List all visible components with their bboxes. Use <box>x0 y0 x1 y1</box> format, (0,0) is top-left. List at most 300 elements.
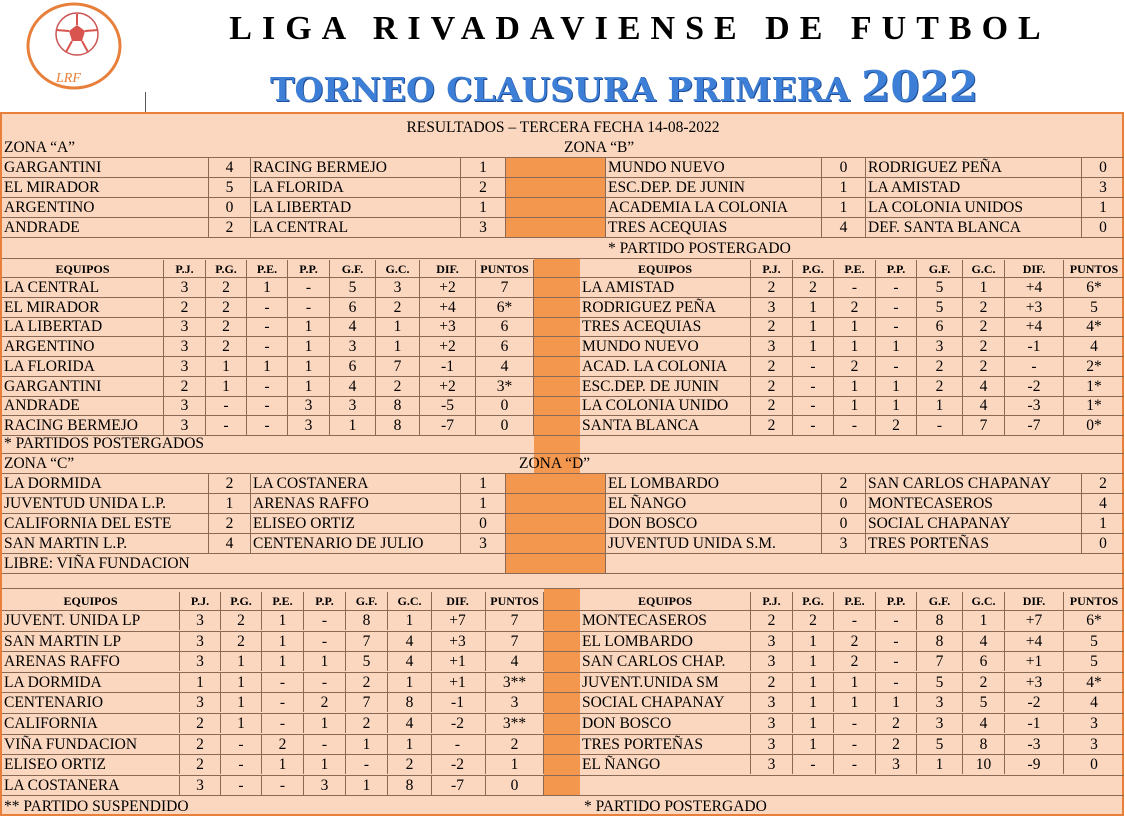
column-header: DIF. <box>430 592 486 611</box>
team-name: ELISEO ORTIZ <box>2 755 180 774</box>
stat-value: 6 <box>917 317 963 336</box>
zona-d-note: * PARTIDO POSTERGADO <box>584 798 767 815</box>
team-name: GARGANTINI <box>2 377 164 396</box>
team-name: LA CENTRAL <box>251 218 461 237</box>
stat-value: 2 <box>917 357 963 376</box>
score: 0 <box>1099 159 1107 176</box>
team-name: JUVENTUD UNIDA S.M. <box>606 534 822 553</box>
spacer <box>506 178 606 197</box>
column-header: P.E. <box>262 592 304 611</box>
stat-value: -2 <box>1005 693 1064 712</box>
team-name: MUNDO NUEVO <box>580 337 751 356</box>
team-name: LA AMISTAD <box>866 178 1082 197</box>
stat-value: 1 <box>388 611 432 630</box>
stat-value: - <box>304 632 346 651</box>
stat-value: - <box>876 632 917 651</box>
team-name: EL MIRADOR <box>2 178 209 197</box>
stat-value: 7 <box>376 357 420 376</box>
stat-value: - <box>793 416 834 435</box>
team-name: LA DORMIDA <box>2 474 209 493</box>
stat-value: 5 <box>917 673 963 692</box>
stat-value: 3 <box>751 735 793 754</box>
stat-value: - <box>346 755 388 774</box>
stat-value: - <box>834 611 876 630</box>
score: 0 <box>1099 219 1107 236</box>
stat-value: - <box>834 278 876 297</box>
column-header: G.C. <box>963 260 1005 279</box>
stat-value: 3 <box>180 693 221 712</box>
team-name: MUNDO NUEVO <box>606 158 822 177</box>
stat-value: 2 <box>206 278 247 297</box>
stat-value: - <box>834 755 876 774</box>
stat-value: - <box>876 298 917 317</box>
stat-value: 3 <box>751 693 793 712</box>
team-name: ARGENTINO <box>2 337 164 356</box>
column-header: P.J. <box>751 592 793 611</box>
stat-value: 2 <box>206 298 247 317</box>
stat-value: 1 <box>304 755 346 774</box>
stat-value: 1* <box>1086 377 1102 395</box>
stat-value: 1 <box>793 632 834 651</box>
stat-value: 1 <box>346 776 388 795</box>
stat-value: 4 <box>1090 694 1098 712</box>
stat-value: 2 <box>221 611 262 630</box>
stat-value: 3 <box>330 396 376 415</box>
stat-value: 8 <box>388 693 432 712</box>
stat-value: 3** <box>486 714 544 733</box>
team-name: ARENAS RAFFO <box>2 652 180 671</box>
stat-value: 3 <box>751 337 793 356</box>
stat-value: 2 <box>346 714 388 733</box>
stat-value: 1 <box>346 735 388 754</box>
tournament-title <box>270 62 1010 111</box>
stat-value: -9 <box>1005 755 1064 774</box>
stat-value: 2 <box>751 673 793 692</box>
score: 4 <box>209 534 251 553</box>
stat-value: 4 <box>486 652 544 671</box>
column-header: P.P. <box>876 592 917 611</box>
column-header: PUNTOS <box>486 592 544 611</box>
stat-value: 4 <box>1090 338 1098 356</box>
team-name: TRES ACEQUIAS <box>580 317 751 336</box>
team-name: ACADEMIA LA COLONIA <box>606 198 822 217</box>
stat-value: 3 <box>751 632 793 651</box>
stat-value: 6* <box>1086 612 1102 629</box>
column-header: G.F. <box>330 260 376 279</box>
stat-value: 1 <box>288 317 330 336</box>
stat-value: 3 <box>917 693 963 712</box>
grid-line <box>2 237 1124 238</box>
team-name: LA LIBERTAD <box>2 317 164 336</box>
stat-value: - <box>221 755 262 774</box>
stat-value: 1 <box>304 714 346 733</box>
stat-value: - <box>304 611 346 630</box>
stat-value: 1 <box>876 693 917 712</box>
stat-value: 1 <box>206 357 247 376</box>
team-name: ANDRADE <box>2 396 164 415</box>
stat-value: - <box>206 396 247 415</box>
stat-value: 2 <box>793 611 834 630</box>
column-header: P.G. <box>793 592 834 611</box>
score: 1 <box>461 494 506 513</box>
score: 4 <box>209 158 251 177</box>
stat-value: 4 <box>963 377 1005 396</box>
stat-value: 3 <box>180 632 221 651</box>
stat-value: 3 <box>751 652 793 671</box>
stat-value: 2 <box>834 357 876 376</box>
stat-value: 0 <box>476 396 534 415</box>
stat-value: - <box>288 278 330 297</box>
team-name: LA FLORIDA <box>2 357 164 376</box>
stat-value: 2* <box>1086 357 1102 375</box>
stat-value: - <box>247 396 288 415</box>
column-header: EQUIPOS <box>2 592 180 611</box>
logo-text: LRF <box>56 71 81 86</box>
stat-value: 1 <box>834 693 876 712</box>
stat-value: - <box>430 735 486 754</box>
zona-d-label: ZONA “D” <box>519 455 591 472</box>
stat-value: 3 <box>917 714 963 733</box>
stat-value: -7 <box>420 416 476 435</box>
score: 2 <box>1099 475 1107 492</box>
stat-value: -7 <box>1005 416 1064 435</box>
score: 0 <box>822 494 866 513</box>
stat-value: +4 <box>1005 317 1064 336</box>
stat-value: 1 <box>793 317 834 336</box>
grid-line <box>2 573 1124 574</box>
stat-value: 3 <box>164 396 206 415</box>
stat-value: 1 <box>288 377 330 396</box>
stat-value: 1 <box>834 377 876 396</box>
team-name: DON BOSCO <box>606 514 822 533</box>
stat-value: 5 <box>917 278 963 297</box>
column-header: G.C. <box>376 260 420 279</box>
stat-value: 3 <box>1090 715 1098 732</box>
stat-value: 5 <box>917 298 963 317</box>
stat-value: 6 <box>963 652 1005 671</box>
stat-value: 1 <box>221 693 262 712</box>
stat-value: 0 <box>486 776 544 795</box>
stat-value: - <box>247 298 288 317</box>
stat-value: 1 <box>376 337 420 356</box>
team-name: SAN MARTIN L.P. <box>2 534 209 553</box>
team-name: JUVENT.UNIDA SM <box>580 673 751 692</box>
team-name: LA DORMIDA <box>2 673 180 692</box>
stat-value: 8 <box>917 632 963 651</box>
stat-value: 1 <box>876 377 917 396</box>
column-header: P.E. <box>834 592 876 611</box>
score: 2 <box>209 474 251 493</box>
stat-value: - <box>288 298 330 317</box>
stat-value: 2 <box>876 416 917 435</box>
stat-value: +3 <box>430 632 486 651</box>
column-header: P.P. <box>288 260 330 279</box>
team-name: RODRIGUEZ PEÑA <box>580 298 751 317</box>
stat-value: 1 <box>793 652 834 671</box>
stat-value: 2 <box>963 357 1005 376</box>
team-name: SANTA BLANCA <box>580 416 751 435</box>
score: 4 <box>822 218 866 237</box>
score: 1 <box>1099 515 1107 532</box>
team-name: JUVENTUD UNIDA L.P. <box>2 494 209 513</box>
score: 3 <box>1099 179 1107 196</box>
column-header: EQUIPOS <box>2 260 164 279</box>
team-name: GARGANTINI <box>2 158 209 177</box>
column-header: DIF. <box>420 260 476 279</box>
stat-value: 1 <box>288 357 330 376</box>
team-name: ACAD. LA COLONIA <box>580 357 751 376</box>
score: 0 <box>209 198 251 217</box>
stat-value: 1 <box>376 317 420 336</box>
stat-value: - <box>262 673 304 692</box>
column-header: P.J. <box>751 260 793 279</box>
score: 3 <box>822 534 866 553</box>
spacer <box>506 514 606 533</box>
column-header: P.G. <box>221 592 262 611</box>
team-name: LA COLONIA UNIDOS <box>866 198 1082 217</box>
stat-value: +1 <box>430 652 486 671</box>
stat-value: 1 <box>206 377 247 396</box>
stat-value: -1 <box>420 357 476 376</box>
team-name: EL MIRADOR <box>2 298 164 317</box>
stat-value: 1 <box>247 278 288 297</box>
spacer <box>506 554 606 573</box>
stat-value: +4 <box>420 298 476 317</box>
stat-value: 1 <box>876 337 917 356</box>
stat-value: -5 <box>420 396 476 415</box>
stat-value: 1 <box>834 337 876 356</box>
stat-value: - <box>304 735 346 754</box>
column-header: P.P. <box>304 592 346 611</box>
stat-value: 3 <box>304 776 346 795</box>
stat-value: 2 <box>180 714 221 733</box>
grid-line <box>2 795 1124 796</box>
header-divider <box>145 92 146 112</box>
column-header: PUNTOS <box>1069 594 1119 608</box>
stat-value: 1 <box>262 755 304 774</box>
team-name: TRES PORTEÑAS <box>866 534 1082 553</box>
stat-value: -3 <box>1005 735 1064 754</box>
stat-value: 2 <box>876 714 917 733</box>
column-header: G.F. <box>917 260 963 279</box>
stat-value: 1 <box>304 652 346 671</box>
stat-value: 5 <box>346 652 388 671</box>
stat-value: 8 <box>963 735 1005 754</box>
stat-value: 4 <box>476 357 534 376</box>
stat-value: 2 <box>751 278 793 297</box>
team-name: LA CENTRAL <box>2 278 164 297</box>
team-name: EL LOMBARDO <box>580 632 751 651</box>
stat-value: 3 <box>330 337 376 356</box>
team-name: EL LOMBARDO <box>606 474 822 493</box>
stat-value: 3 <box>486 693 544 712</box>
stat-value: - <box>834 416 876 435</box>
zona-b-note: * PARTIDO POSTERGADO <box>608 240 791 257</box>
team-name: ESC.DEP. DE JUNIN <box>606 178 822 197</box>
team-name: DON BOSCO <box>580 714 751 733</box>
stat-value: 3 <box>164 416 206 435</box>
stat-value: +2 <box>420 377 476 396</box>
stat-value: 0 <box>1090 756 1098 774</box>
zona-b-label: ZONA “B” <box>564 139 635 156</box>
stat-value: 5 <box>963 693 1005 712</box>
score: 1 <box>461 158 506 177</box>
stat-value: 7 <box>486 632 544 651</box>
stat-value: 3 <box>180 652 221 671</box>
spacer <box>506 534 606 553</box>
stat-value: - <box>793 377 834 396</box>
team-name: SAN CARLOS CHAPANAY <box>866 474 1082 493</box>
column-header: PUNTOS <box>476 260 534 279</box>
stat-value: 2 <box>164 377 206 396</box>
team-name: SAN MARTIN LP <box>2 632 180 651</box>
stat-value: 2 <box>751 377 793 396</box>
column-header: G.F. <box>917 592 963 611</box>
column-header: EQUIPOS <box>580 592 751 611</box>
team-name: ESC.DEP. DE JUNIN <box>580 377 751 396</box>
stat-value: -1 <box>1005 714 1064 733</box>
stat-value: 1* <box>1086 397 1102 415</box>
column-header: P.E. <box>834 260 876 279</box>
stat-value: - <box>247 337 288 356</box>
stat-value: 2 <box>834 652 876 671</box>
stat-value: +2 <box>420 278 476 297</box>
stat-value: 2 <box>963 673 1005 692</box>
stat-value: 4 <box>388 714 432 733</box>
stat-value: 3 <box>1090 735 1098 753</box>
team-name: CENTENARIO DE JULIO <box>251 534 461 553</box>
stat-value: 1 <box>793 337 834 356</box>
team-name: LA LIBERTAD <box>251 198 461 217</box>
stat-value: 2 <box>376 298 420 317</box>
stat-value: 0* <box>1086 416 1102 434</box>
stat-value: 1 <box>963 278 1005 297</box>
stat-value: 4 <box>388 652 432 671</box>
stat-value: 8 <box>346 611 388 630</box>
stat-value: 7 <box>963 416 1005 435</box>
spacer <box>506 198 606 217</box>
team-name: RACING BERMEJO <box>2 416 164 435</box>
team-name: ARGENTINO <box>2 198 209 217</box>
stat-value: +7 <box>1005 611 1064 630</box>
stat-value: -1 <box>430 693 486 712</box>
stat-value: 1 <box>262 611 304 630</box>
stat-value: 4 <box>330 317 376 336</box>
zona-c-note: ** PARTIDO SUSPENDIDO <box>4 798 189 815</box>
stat-value: 2 <box>963 337 1005 356</box>
team-name: SOCIAL CHAPANAY <box>866 514 1082 533</box>
stat-value: 6* <box>476 298 534 317</box>
score: 4 <box>1099 495 1107 512</box>
stat-value: 3 <box>917 337 963 356</box>
team-name: CALIFORNIA <box>2 714 180 733</box>
stat-value: -3 <box>1005 396 1064 415</box>
stat-value: +4 <box>1005 632 1064 651</box>
stat-value: 2 <box>917 377 963 396</box>
stat-value: 3 <box>751 714 793 733</box>
spacer <box>506 474 606 493</box>
stat-value: 6 <box>330 357 376 376</box>
stat-value: 6 <box>476 317 534 336</box>
stat-value: - <box>262 693 304 712</box>
stat-value: 2 <box>963 298 1005 317</box>
stat-value: 1 <box>247 357 288 376</box>
stat-value: 2 <box>876 735 917 754</box>
score: 3 <box>461 534 506 553</box>
stat-value: - <box>876 357 917 376</box>
team-name: EL ÑANGO <box>580 755 751 774</box>
stat-value: 1 <box>221 673 262 692</box>
score: 2 <box>461 178 506 197</box>
score: 1 <box>461 474 506 493</box>
stat-value: -2 <box>1005 377 1064 396</box>
stat-value: 1 <box>180 673 221 692</box>
stat-value: 1 <box>330 416 376 435</box>
stat-value: 7 <box>346 632 388 651</box>
stat-value: +3 <box>1005 298 1064 317</box>
column-header: G.F. <box>346 592 388 611</box>
stat-value: 3 <box>164 337 206 356</box>
column-header: P.G. <box>793 260 834 279</box>
stat-value: - <box>917 416 963 435</box>
column-header: P.J. <box>180 592 221 611</box>
league-logo <box>22 0 126 92</box>
team-name: LA COLONIA UNIDO <box>580 396 751 415</box>
stat-value: -2 <box>430 714 486 733</box>
spacer <box>506 218 606 237</box>
team-name: MONTECASEROS <box>866 494 1082 513</box>
stat-value: 2 <box>834 298 876 317</box>
stat-value: 1 <box>221 714 262 733</box>
stat-value: 1 <box>793 735 834 754</box>
stat-value: 5 <box>1090 632 1098 650</box>
stat-value: +1 <box>430 673 486 692</box>
stat-value: - <box>247 317 288 336</box>
stat-value: - <box>262 776 304 795</box>
column-header: DIF. <box>1005 260 1064 279</box>
stat-value: 4 <box>963 632 1005 651</box>
spacer <box>506 158 606 177</box>
stat-value: 3 <box>751 755 793 774</box>
results-title: RESULTADOS – TERCERA FECHA 14-08-2022 <box>406 119 720 136</box>
stat-value: 1 <box>876 396 917 415</box>
stat-value: 6* <box>1086 279 1102 296</box>
spacer <box>506 494 606 513</box>
standings-note: * PARTIDOS POSTERGADOS <box>4 435 205 452</box>
stat-value: 1 <box>288 337 330 356</box>
stat-value: 1 <box>917 755 963 774</box>
zona-a-label: ZONA “A” <box>4 139 76 156</box>
stat-value: 4 <box>388 632 432 651</box>
stat-value: 4* <box>1086 673 1102 691</box>
team-name: LA COSTANERA <box>251 474 461 493</box>
stat-value: +3 <box>1005 673 1064 692</box>
stat-value: - <box>793 396 834 415</box>
stat-value: 2 <box>751 317 793 336</box>
score: 3 <box>461 218 506 237</box>
stat-value: 3 <box>164 357 206 376</box>
stat-value: 8 <box>388 776 432 795</box>
stat-value: 2 <box>180 735 221 754</box>
score: 1 <box>1099 199 1107 216</box>
column-header: G.C. <box>963 592 1005 611</box>
stat-value: - <box>834 735 876 754</box>
score: 2 <box>209 514 251 533</box>
stat-value: 2 <box>346 673 388 692</box>
stat-value: 1 <box>834 673 876 692</box>
score: 0 <box>822 514 866 533</box>
stat-value: 3 <box>180 611 221 630</box>
